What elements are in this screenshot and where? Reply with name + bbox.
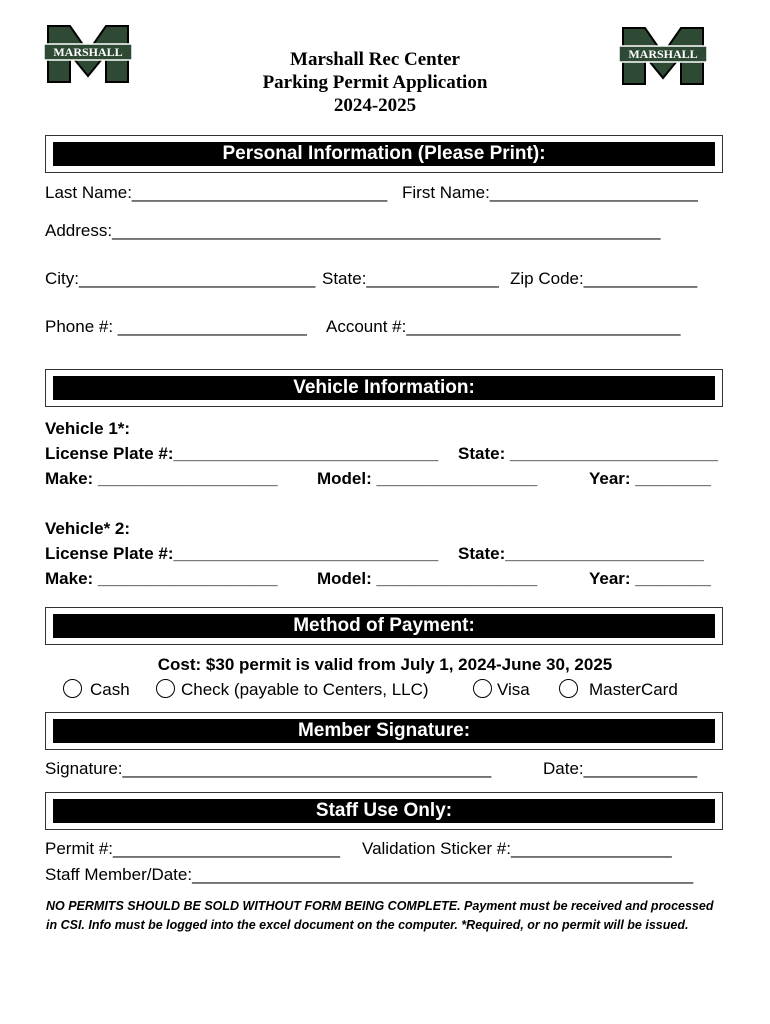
personal-info-section-header	[45, 135, 723, 173]
personal-info-heading: Personal Information (Please Print):	[53, 142, 715, 166]
validation-sticker-field[interactable]: Validation Sticker #:_________________	[362, 839, 672, 858]
cost-statement: Cost: $30 permit is valid from July 1, 2024-June 30, 2025	[157, 655, 613, 674]
first-name-field[interactable]: First Name:______________________	[402, 183, 698, 202]
vehicle-info-heading: Vehicle Information:	[53, 376, 715, 400]
signature-section-header	[45, 712, 723, 750]
vehicle-2-title: Vehicle* 2:	[45, 519, 131, 538]
visa-radio[interactable]	[473, 679, 492, 698]
payment-section-header	[45, 607, 723, 645]
signature-date-field[interactable]: Date:____________	[543, 759, 698, 778]
check-radio[interactable]	[156, 679, 175, 698]
vehicle-2-make-field[interactable]: Make: ___________________	[45, 569, 278, 588]
logo-text-right: MARSHALL	[628, 47, 698, 61]
mastercard-label: MasterCard	[589, 680, 678, 699]
permit-number-field[interactable]: Permit #:________________________	[45, 839, 340, 858]
vehicle-1-state-field[interactable]: State: ______________________	[458, 444, 718, 463]
title-line-2: Parking Permit Application	[262, 72, 488, 93]
staff-member-date-field[interactable]: Staff Member/Date:_____________________________________________________	[45, 865, 694, 884]
vehicle-2-state-field[interactable]: State:_____________________	[458, 544, 704, 563]
signature-field[interactable]: Signature:_______________________________________	[45, 759, 492, 778]
footer-note-line-2: in CSI. Info must be logged into the excel document on the computer. *Required, or no permit will be issued.	[46, 918, 689, 932]
phone-field[interactable]: Phone #: ____________________	[45, 317, 307, 336]
signature-heading: Member Signature:	[53, 719, 715, 743]
title-line-1: Marshall Rec Center	[290, 49, 460, 70]
vehicle-info-section-header	[45, 369, 723, 407]
footer-note	[46, 897, 736, 935]
cash-label: Cash	[90, 680, 130, 699]
mastercard-radio[interactable]	[559, 679, 578, 698]
vehicle-2-year-field[interactable]: Year: ________	[589, 569, 711, 588]
payment-heading: Method of Payment:	[53, 614, 715, 638]
marshall-logo-right	[619, 26, 707, 86]
zip-code-field[interactable]: Zip Code:____________	[510, 269, 698, 288]
visa-label: Visa	[497, 680, 530, 699]
account-field[interactable]: Account #:_____________________________	[326, 317, 681, 336]
title-line-3: 2024-2025	[333, 95, 417, 116]
vehicle-1-year-field[interactable]: Year: ________	[589, 469, 711, 488]
staff-section-header	[45, 792, 723, 830]
check-label: Check (payable to Centers, LLC)	[181, 680, 429, 699]
vehicle-1-make-field[interactable]: Make: ___________________	[45, 469, 278, 488]
cash-radio[interactable]	[63, 679, 82, 698]
city-field[interactable]: City:_________________________	[45, 269, 316, 288]
footer-note-line-1: NO PERMITS SHOULD BE SOLD WITHOUT FORM BEING COMPLETE. Payment must be received and processed	[46, 899, 714, 913]
marshall-logo-left	[44, 24, 132, 84]
vehicle-2-model-field[interactable]: Model: _________________	[317, 569, 538, 588]
vehicle-1-title: Vehicle 1*:	[45, 419, 131, 438]
state-field[interactable]: State:______________	[322, 269, 499, 288]
vehicle-1-plate-field[interactable]: License Plate #:____________________________	[45, 444, 439, 463]
vehicle-2-plate-field[interactable]: License Plate #:____________________________	[45, 544, 439, 563]
address-field[interactable]: Address:__________________________________________________________	[45, 221, 661, 240]
logo-text-left: MARSHALL	[53, 45, 123, 59]
page-title	[200, 48, 550, 117]
last-name-field[interactable]: Last Name:___________________________	[45, 183, 388, 202]
vehicle-1-model-field[interactable]: Model: _________________	[317, 469, 538, 488]
staff-heading: Staff Use Only:	[53, 799, 715, 823]
